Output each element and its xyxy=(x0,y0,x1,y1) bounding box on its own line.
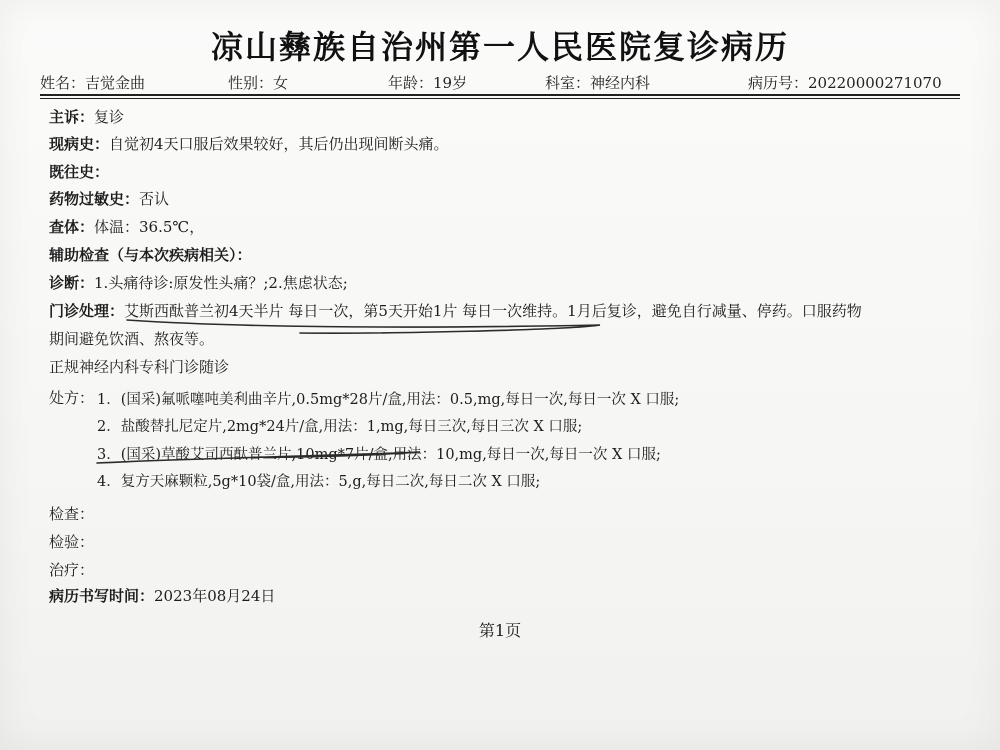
written-time-label: 病历书写时间： xyxy=(49,587,155,605)
treatment-label: 门诊处理： xyxy=(49,302,125,320)
treatment-line-1: 艾斯西酞普兰初4天半片 每日一次，第5天开始1片 每日一次维持。1月后复诊，避免自行减量、停药。口服药物 xyxy=(124,302,862,320)
auxiliary-exam-label: 辅助检查（与本次疾病相关）： xyxy=(49,246,252,264)
chief-complaint xyxy=(49,106,124,127)
written-time-value: 2023年08月24日 xyxy=(154,587,276,605)
present-history-label: 现病史： xyxy=(49,135,110,153)
physical-exam-label: 查体： xyxy=(49,218,95,236)
header-rule-thin xyxy=(40,98,960,99)
drug-allergy xyxy=(49,188,169,209)
therapy-section: 治疗： xyxy=(49,561,95,579)
patient-header xyxy=(40,72,960,94)
patient-age: 年龄：19岁 xyxy=(388,74,468,92)
physical-exam-value: 体温：36.5℃， xyxy=(94,218,205,236)
page-number: 第1页 xyxy=(478,621,522,640)
record-number: 病历号：20220000271070 xyxy=(748,74,942,92)
prescription-item-2: 2．盐酸替扎尼定片,2mg*24片/盒,用法：1,mg,每日三次,每日三次 X 口服; xyxy=(97,419,583,435)
past-history xyxy=(49,161,109,182)
department: 科室：神经内科 xyxy=(545,74,651,92)
diagnosis xyxy=(49,272,348,293)
header-rule-thick xyxy=(40,94,960,96)
page-title: 凉山彝族自治州第一人民医院复诊病历 xyxy=(210,28,789,66)
patient-name: 姓名：吉觉金曲 xyxy=(40,74,146,92)
prescription-item-3: 3．(国采)草酸艾司西酞普兰片,10mg*7片/盒,用法：10,mg,每日一次,每日一次 X 口服; xyxy=(97,447,661,463)
prescription-item-1: 1．(国采)氟哌噻吨美利曲辛片,0.5mg*28片/盒,用法：0.5,mg,每日一次,每日一次 X 口服; xyxy=(97,392,680,408)
prescription-label: 处方： xyxy=(49,389,95,407)
prescription-item-4: 4．复方天麻颗粒,5g*10袋/盒,用法：5,g,每日二次,每日二次 X 口服; xyxy=(97,474,541,490)
present-history xyxy=(49,133,449,154)
treatment xyxy=(49,300,862,321)
present-history-value: 自觉初4天口服后效果较好，其后仍出现间断头痛。 xyxy=(109,135,449,153)
auxiliary-exam xyxy=(49,244,252,265)
diagnosis-label: 诊断： xyxy=(49,274,95,292)
past-history-label: 既往史： xyxy=(49,163,110,181)
chief-complaint-value: 复诊 xyxy=(94,108,125,126)
drug-allergy-value: 否认 xyxy=(139,190,170,208)
diagnosis-value: 1.头痛待诊:原发性头痛？;2.焦虑状态; xyxy=(94,274,348,292)
follow-up-note: 正规神经内科专科门诊随诊 xyxy=(49,358,230,376)
check-section: 检查： xyxy=(49,505,95,523)
patient-gender: 性别：女 xyxy=(228,74,289,92)
drug-allergy-label: 药物过敏史： xyxy=(49,190,140,208)
written-time xyxy=(49,585,275,606)
treatment-line-2: 期间避免饮酒、熬夜等。 xyxy=(49,330,215,348)
chief-complaint-label: 主诉： xyxy=(49,108,95,126)
physical-exam xyxy=(49,216,204,237)
lab-test-section: 检验： xyxy=(49,533,95,551)
